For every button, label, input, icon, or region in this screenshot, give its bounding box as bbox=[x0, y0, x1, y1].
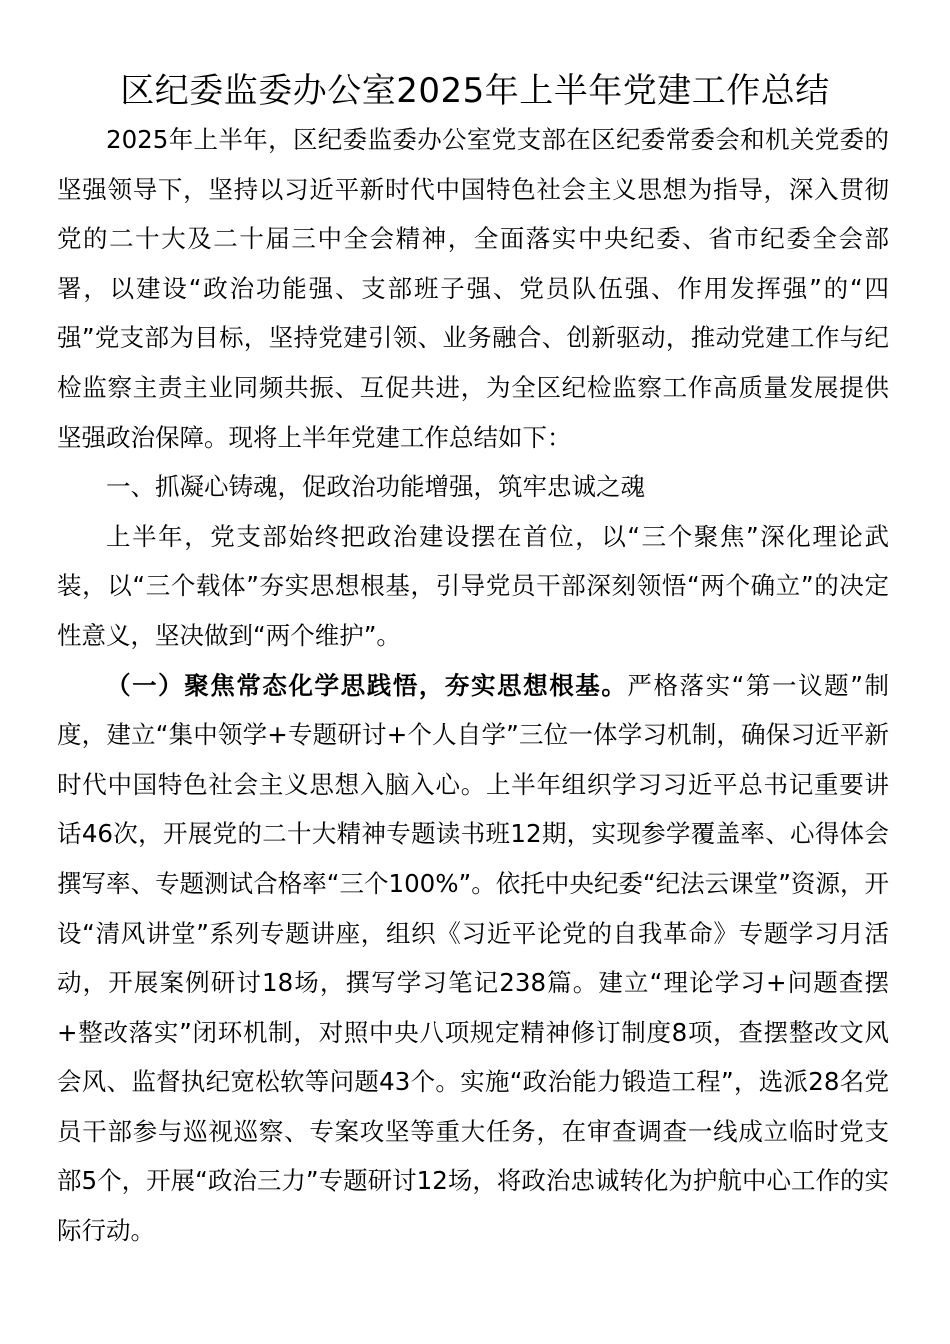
intro-paragraph: 2025年上半年，区纪委监委办公室党支部在区纪委常委会和机关党委的坚强领导下，坚持以习近平新时代中国特色社会主义思想为指导，深入贯彻党的二十大及二十届三中全会精神，全面落实中央纪委、省市纪委全会部署，以建设“政治功能强、支部班子强、党员队伍强、作用发挥强”的“四强”党支部为目标，坚持党建引领、业务融合、创新驱动，推动党建工作与纪检监察主责主业同频共振、互促共进，为全区纪检监察工作高质量发展提供坚强政治保障。现将上半年党建工作总结如下： bbox=[57, 125, 889, 452]
subsection-1-heading: （一）聚焦常态化学思践悟，夯实思想根基。 bbox=[106, 670, 628, 700]
subsection-1-body: 严格落实“第一议题”制度，建立“集中领学+专题研讨+个人自学”三位一体学习机制，确保习近平新时代中国特色社会主义思想入脑入心。上半年组织学习习近平总书记重要讲话46次，开展党的二十大精神专题读书班12期，实现参学覆盖率、心得体会撰写率、专题测试合格率“三个100%”。依托中央纪委“纪法云课堂”资源，开设“清风讲堂”系列专题讲座，组织《习近平论党的自我革命》专题学习月活动，开展案例研讨18场，撰写学习笔记238篇。建立“理论学习+问题查摆+整改落实”闭环机制，对照中央八项规定精神修订制度8项，查摆整改文风会风、监督执纪宽松软等问题43个。实施“政治能力锻造工程”，选派28名党员干部参与巡视巡察、专案攻坚等重大任务，在审查调查一线成立临时党支部5个，开展“政治三力”专题研讨12场，将政治忠诚转化为护航中心工作的实际行动。 bbox=[57, 670, 889, 1246]
document-body bbox=[57, 115, 889, 1256]
section-1-heading: 一、抓凝心铸魂，促政治功能增强，筑牢忠诚之魂 bbox=[106, 472, 645, 502]
section-1-intro-paragraph: 上半年，党支部始终把政治建设摆在首位，以“三个聚焦”深化理论武装，以“三个载体”夯实思想根基，引导党员干部深刻领悟“两个确立”的决定性意义，坚决做到“两个维护”。 bbox=[57, 521, 889, 650]
subsection-1-paragraph bbox=[57, 661, 889, 1256]
document-title: 区纪委监委办公室2025年上半年党建工作总结 bbox=[120, 71, 830, 111]
